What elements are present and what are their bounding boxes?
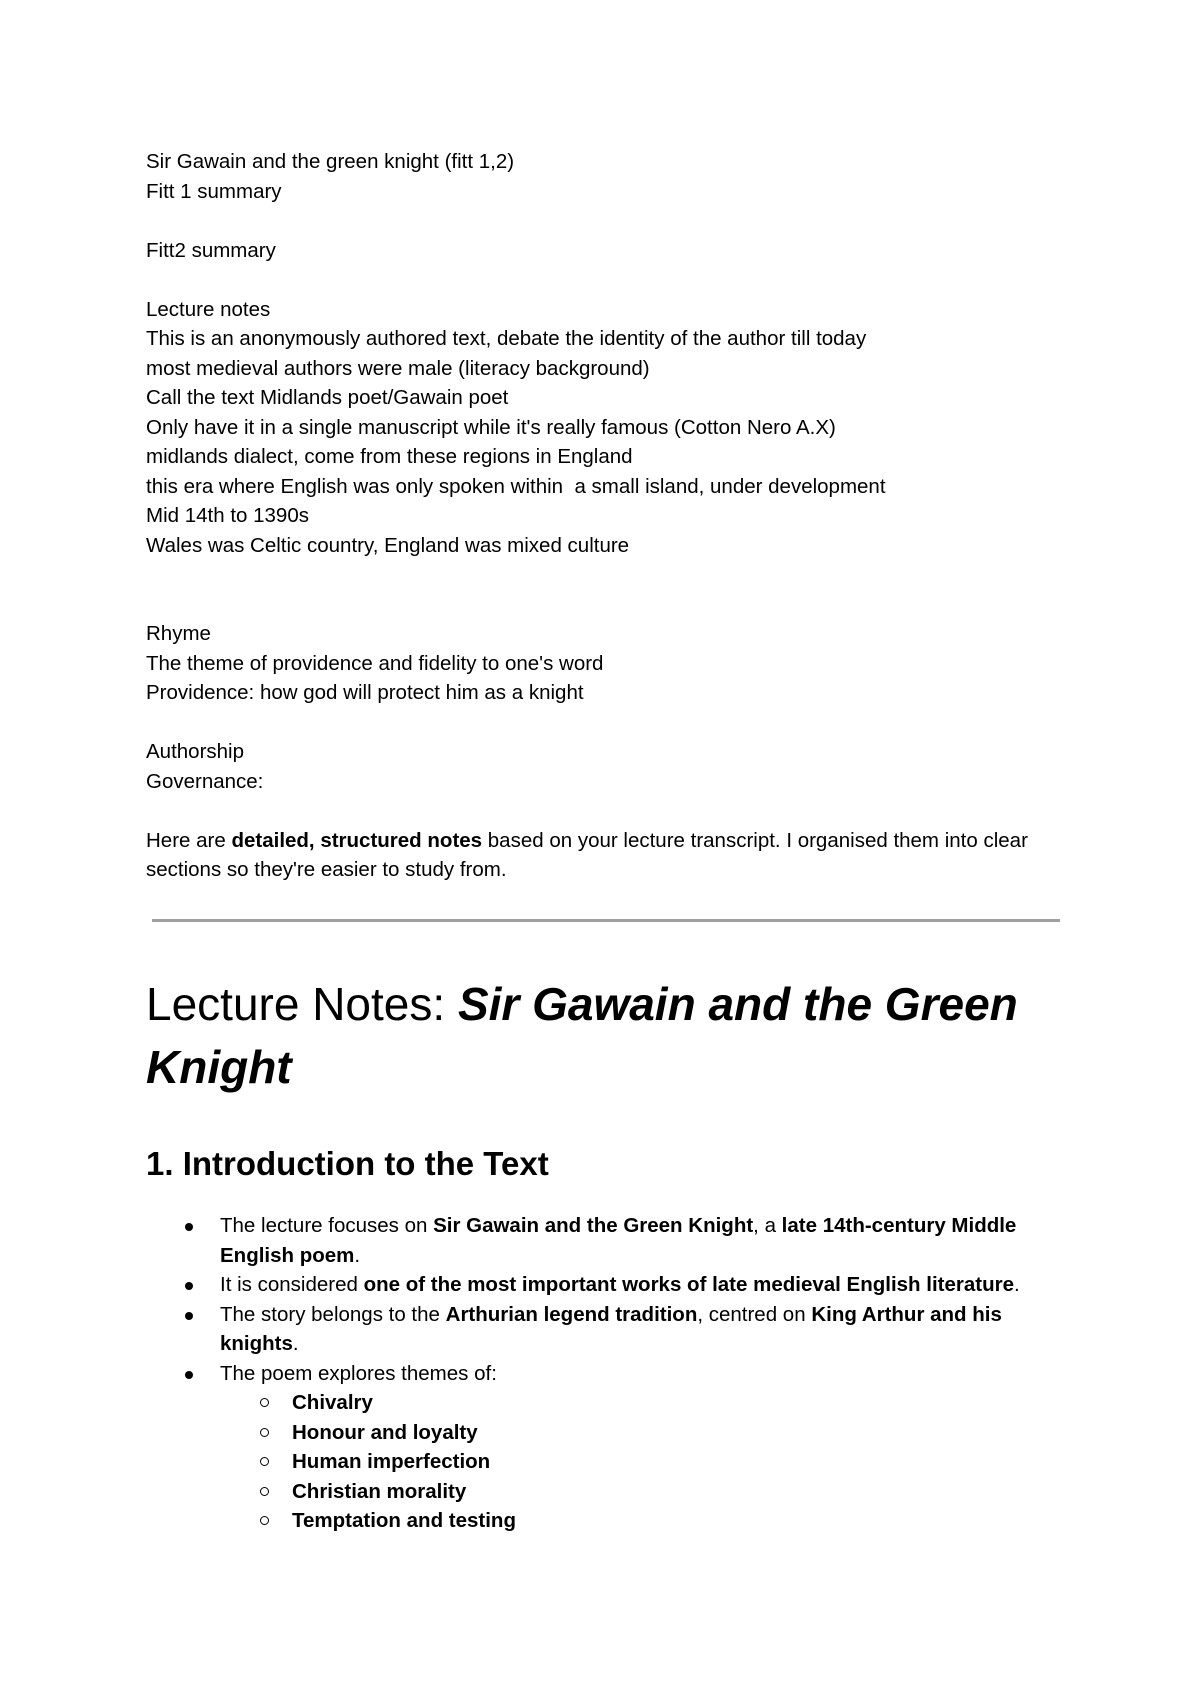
bullet-item xyxy=(146,1270,1066,1300)
bullet-text: The story belongs to the xyxy=(220,1302,446,1326)
rhyme-label: Rhyme xyxy=(146,622,211,645)
intro-before: Here are xyxy=(146,828,232,852)
bullet-bold-text: King Arthur and his knights xyxy=(220,1302,1002,1355)
intro-paragraph xyxy=(146,826,1066,885)
note-line: This is an anonymously authored text, debate the identity of the author till today xyxy=(146,327,867,350)
bullet-item xyxy=(146,1211,1066,1270)
theme-item: Honour and loyalty xyxy=(292,1418,1138,1448)
governance-label: Governance: xyxy=(146,769,264,793)
notes-block xyxy=(146,147,1066,885)
bullet-bold-text: one of the most important works of late medieval English literature xyxy=(363,1273,1015,1296)
document-title xyxy=(146,973,1086,1099)
bullet-text: The lecture focuses on xyxy=(220,1214,434,1237)
theme-item: Human imperfection xyxy=(292,1447,1138,1477)
bullet-bold-text: late 14th-century Middle English poem xyxy=(220,1214,1017,1267)
note-line: Call the text Midlands poet/Gawain poet xyxy=(146,386,509,409)
theme-line: The theme of providence and fidelity to one's word xyxy=(146,651,604,675)
bullet-text: , a xyxy=(753,1214,782,1237)
providence-line: Providence: how god will protect him as a knight xyxy=(146,681,584,704)
bullet-text: . xyxy=(292,1332,299,1355)
bullet-text: The poem explores themes of: xyxy=(220,1361,497,1385)
fitt2-summary-label: Fitt2 summary xyxy=(146,238,276,262)
lecture-notes-heading: Lecture notes xyxy=(146,297,271,321)
horizontal-divider xyxy=(152,919,1060,922)
themes-sublist xyxy=(220,1388,1138,1536)
bullet-text: . xyxy=(1014,1273,1020,1296)
theme-item: Christian morality xyxy=(292,1477,1138,1507)
note-line: most medieval authors were male (literacy background) xyxy=(146,356,650,380)
notes-title-line: Sir Gawain and the green knight (fitt 1,2) xyxy=(146,150,515,173)
bullet-item xyxy=(146,1359,1066,1536)
note-line: Only have it in a single manuscript while it's really famous (Cotton Nero A.X) xyxy=(146,415,836,439)
bullet-text: . xyxy=(354,1243,361,1267)
intro-bold: detailed, structured notes xyxy=(231,828,483,852)
section-heading-intro: 1. Introduction to the Text xyxy=(146,1145,549,1182)
fitt1-summary-label: Fitt 1 summary xyxy=(146,179,282,203)
bullet-item xyxy=(146,1300,1066,1359)
intro-bullet-list xyxy=(146,1211,1066,1536)
bullet-text: , centred on xyxy=(697,1302,812,1326)
bullet-bold-text: Sir Gawain and the Green Knight xyxy=(433,1214,754,1237)
note-line: midlands dialect, come from these regions in England xyxy=(146,445,633,468)
bullet-bold-text: Arthurian legend tradition xyxy=(445,1302,698,1326)
theme-item: Temptation and testing xyxy=(292,1506,1138,1536)
intro-after: based on your lecture transcript. I organised them into clear sections so they're easier to study from. xyxy=(146,828,1028,881)
note-line: Wales was Celtic country, England was mixed culture xyxy=(146,533,630,557)
note-line: this era where English was only spoken within a small island, under development xyxy=(146,474,886,498)
theme-item: Chivalry xyxy=(292,1388,1138,1418)
title-italic: Sir Gawain and the Green Knight xyxy=(146,978,1018,1093)
title-prefix: Lecture Notes: xyxy=(146,978,458,1030)
note-line: Mid 14th to 1390s xyxy=(146,504,309,527)
authorship-label: Authorship xyxy=(146,740,245,763)
bullet-text: It is considered xyxy=(220,1273,364,1296)
